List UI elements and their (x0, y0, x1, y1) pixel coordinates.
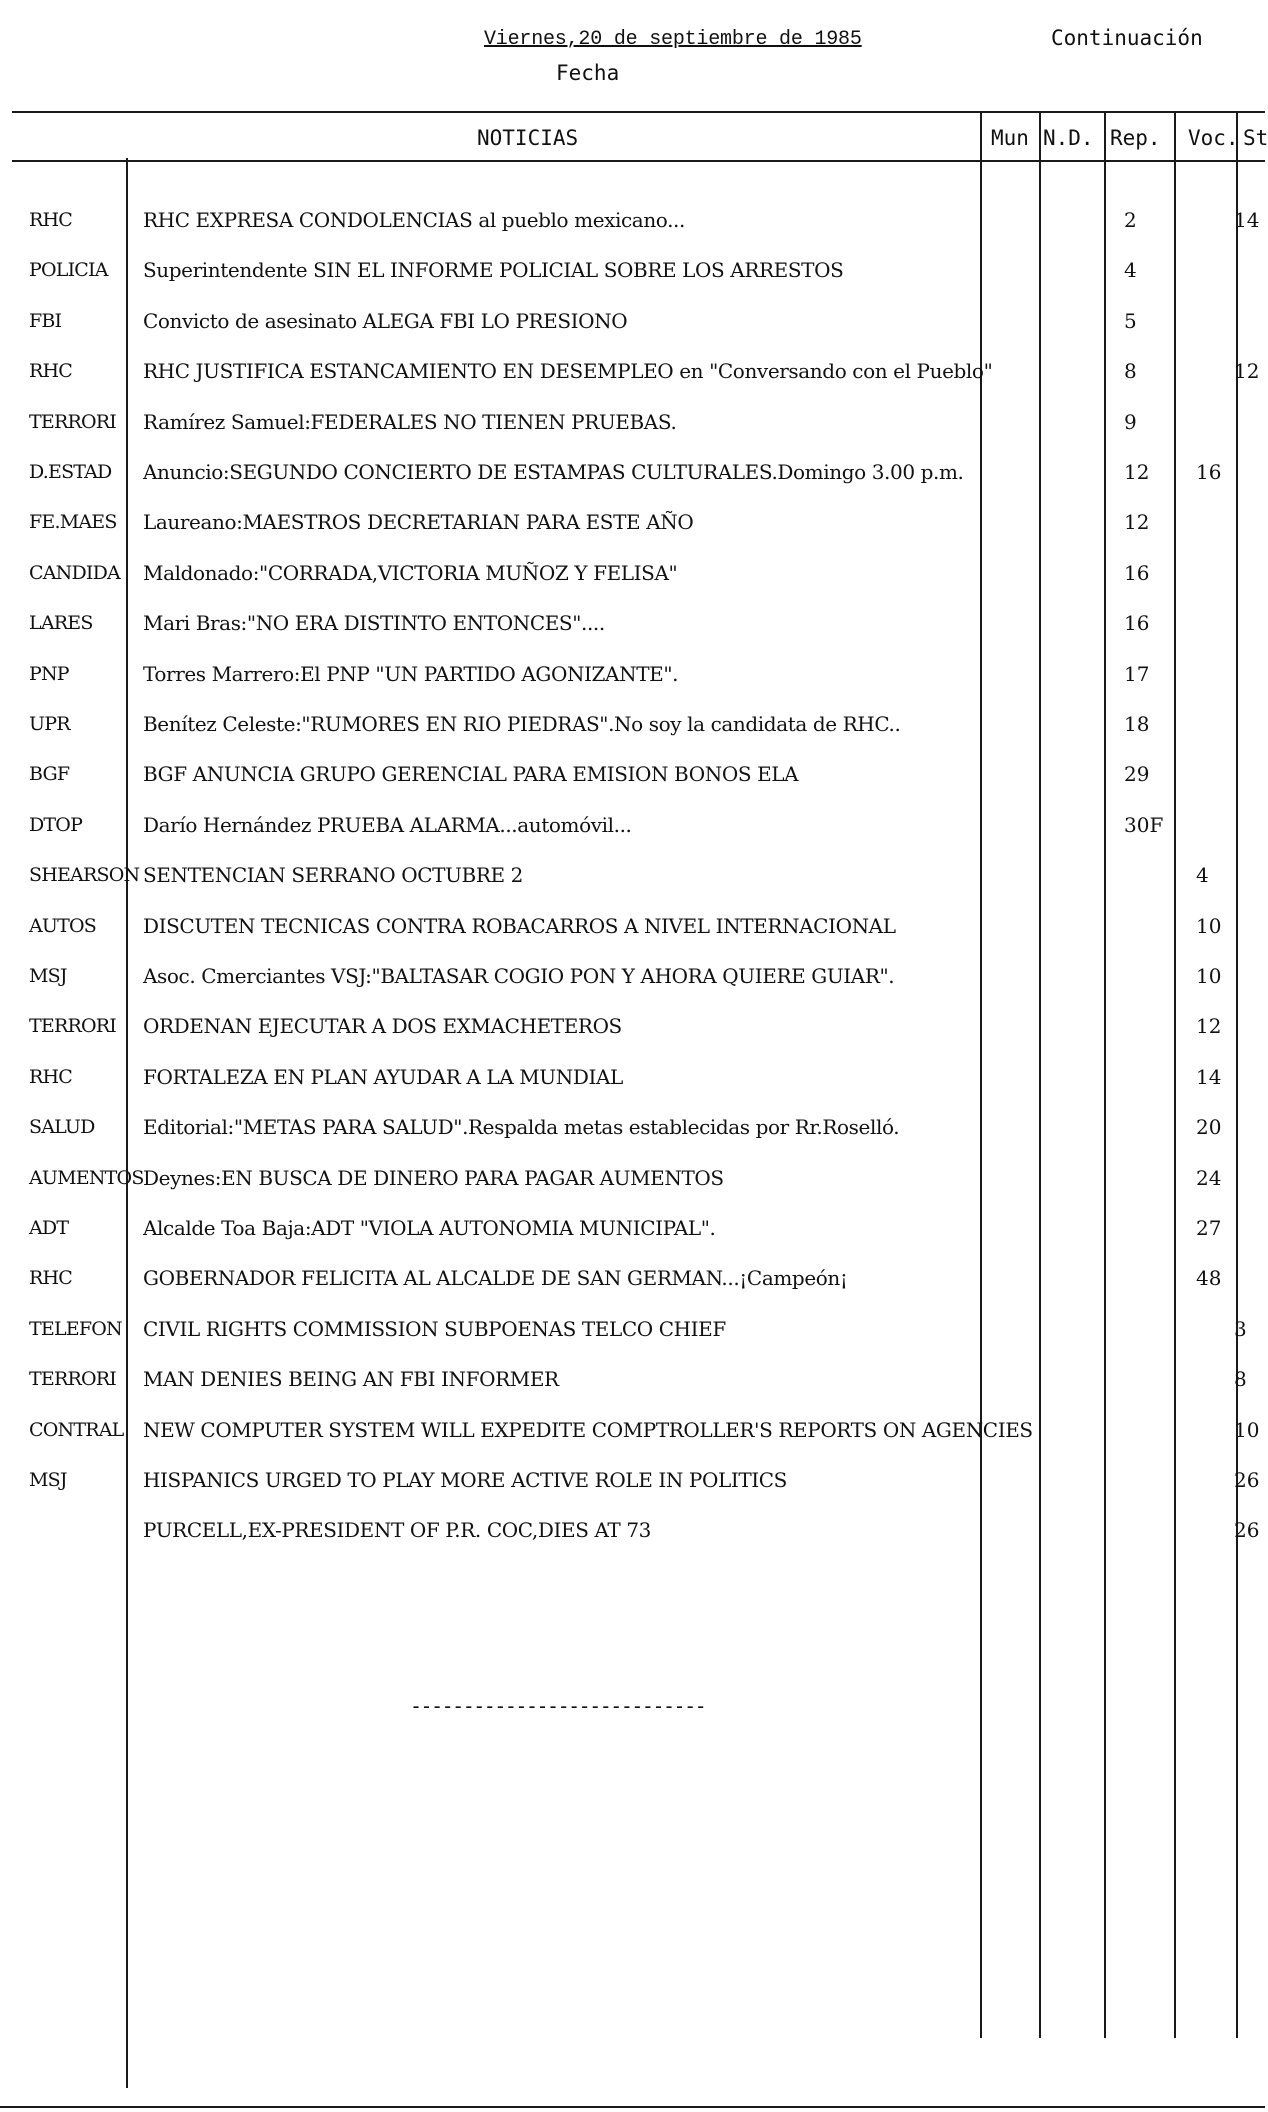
continuation-label: Continuación (1051, 26, 1203, 50)
news-row (0, 610, 1265, 660)
headline: Anuncio:SEGUNDO CONCIERTO DE ESTAMPAS CULTURALES.Domingo 3.00 p.m. (143, 460, 964, 484)
news-row (0, 1467, 1265, 1517)
rep-page: 8 (1124, 359, 1137, 384)
section-code: DTOP (29, 813, 83, 836)
headline: Deynes:EN BUSCA DE DINERO PARA PAGAR AUMENTOS (143, 1165, 724, 1190)
headline: Mari Bras:"NO ERA DISTINTO ENTONCES".... (143, 611, 605, 636)
rep-page: 16 (1124, 611, 1150, 636)
news-row (0, 257, 1265, 307)
headline: Alcalde Toa Baja:ADT "VIOLA AUTONOMIA MUNICIPAL". (143, 1216, 716, 1240)
section-code: SALUD (29, 1116, 95, 1139)
voc-page: 20 (1196, 1115, 1222, 1140)
news-row (0, 1366, 1265, 1416)
document-date: Viernes,20 de septiembre de 1985 (484, 28, 862, 51)
headline: RHC JUSTIFICA ESTANCAMIENTO EN DESEMPLEO en "Conversando con el Pueblo" (143, 359, 993, 384)
headline: NEW COMPUTER SYSTEM WILL EXPEDITE COMPTROLLER'S REPORTS ON AGENCIES (143, 1417, 1033, 1442)
section-code: TERRORI (29, 410, 116, 433)
section-code: FBI (29, 309, 62, 332)
news-row (0, 1013, 1265, 1063)
section-code: MSJ (29, 1469, 67, 1491)
news-row (0, 1316, 1265, 1366)
headline: Torres Marrero:El PNP "UN PARTIDO AGONIZANTE". (143, 661, 679, 686)
top-rule (12, 111, 1265, 113)
news-row (0, 1215, 1265, 1265)
news-row (0, 409, 1265, 459)
news-row (0, 761, 1265, 811)
headline: Superintendente SIN EL INFORME POLICIAL SOBRE LOS ARRESTOS (143, 258, 844, 283)
voc-page: 48 (1196, 1266, 1222, 1291)
headline: Darío Hernández PRUEBA ALARMA...automóvil... (143, 812, 632, 837)
news-row (0, 1114, 1265, 1164)
section-code: MSJ (29, 965, 67, 987)
news-row (0, 1417, 1265, 1467)
headline: BGF ANUNCIA GRUPO GERENCIAL PARA EMISION BONOS ELA (143, 762, 799, 787)
headline: Convicto de asesinato ALEGA FBI LO PRESIONO (143, 308, 628, 333)
rep-page: 5 (1124, 308, 1137, 333)
rep-page: 29 (1124, 762, 1150, 787)
section-code: LARES (29, 612, 93, 635)
rep-page: 2 (1124, 208, 1137, 232)
rep-page: 17 (1124, 661, 1150, 686)
headline: GOBERNADOR FELICITA AL ALCALDE DE SAN GERMAN...¡Campeón¡ (143, 1266, 848, 1291)
headline: CIVIL RIGHTS COMMISSION SUBPOENAS TELCO CHIEF (143, 1316, 726, 1341)
st-page: 12 (1234, 359, 1260, 384)
headline: Laureano:MAESTROS DECRETARIAN PARA ESTE AÑO (143, 510, 694, 535)
section-code: AUTOS (29, 914, 96, 937)
headline: PURCELL,EX-PRESIDENT OF P.R. COC,DIES AT 73 (143, 1518, 651, 1543)
section-code: SHEARSON (29, 864, 140, 887)
section-code: AUMENTOS (29, 1166, 144, 1189)
news-row (0, 862, 1265, 912)
column-header-nd: N.D. (1043, 126, 1094, 150)
column-header-st: St (1243, 126, 1268, 150)
headline: Ramírez Samuel:FEDERALES NO TIENEN PRUEBAS. (143, 409, 677, 434)
headline: Asoc. Cmerciantes VSJ:"BALTASAR COGIO PON Y AHORA QUIERE GUIAR". (143, 964, 895, 988)
rep-page: 4 (1124, 258, 1137, 283)
news-row (0, 812, 1265, 862)
news-row (0, 207, 1265, 257)
closing-rule: ---------------------------- (410, 1694, 706, 1718)
column-header-news: NOTICIAS (477, 126, 579, 150)
section-code: TERRORI (29, 1368, 116, 1391)
news-row (0, 509, 1265, 559)
section-code: POLICIA (29, 259, 108, 282)
header-rule (12, 160, 1265, 162)
news-row (0, 459, 1265, 509)
voc-page: 10 (1196, 964, 1222, 988)
headline: HISPANICS URGED TO PLAY MORE ACTIVE ROLE IN POLITICS (143, 1468, 787, 1492)
headline: Benítez Celeste:"RUMORES EN RIO PIEDRAS".No soy la candidata de RHC.. (143, 712, 901, 736)
section-code: ADT (29, 1217, 69, 1239)
voc-page: 4 (1196, 863, 1209, 888)
section-code: CONTRAL (29, 1418, 124, 1441)
section-code: FE.MAES (29, 511, 117, 534)
voc-page: 27 (1196, 1216, 1222, 1240)
headline: SENTENCIAN SERRANO OCTUBRE 2 (143, 863, 523, 888)
news-row (0, 358, 1265, 408)
section-code: UPR (29, 713, 70, 735)
news-row (0, 711, 1265, 761)
headline: DISCUTEN TECNICAS CONTRA ROBACARROS A NIVEL INTERNACIONAL (143, 913, 896, 938)
date-label: Fecha (556, 61, 620, 85)
rep-page: 12 (1124, 510, 1150, 535)
rep-page: 16 (1124, 560, 1150, 585)
headline: FORTALEZA EN PLAN AYUDAR A LA MUNDIAL (143, 1064, 623, 1089)
rep-page: 30F (1124, 812, 1164, 837)
section-code: RHC (29, 1267, 73, 1290)
rep-page: 12 (1124, 460, 1150, 484)
headline: RHC EXPRESA CONDOLENCIAS al pueblo mexicano... (143, 208, 685, 232)
column-header-rep: Rep. (1110, 126, 1161, 150)
section-code: RHC (29, 360, 73, 383)
section-code: D.ESTAD (29, 461, 112, 483)
column-header-voc: Voc. (1188, 126, 1239, 150)
news-row (0, 1064, 1265, 1114)
news-row (0, 913, 1265, 963)
st-page: 10 (1234, 1417, 1260, 1442)
section-code: TELEFON (29, 1317, 122, 1340)
news-row (0, 560, 1265, 610)
section-code: TERRORI (29, 1015, 116, 1038)
headline: Editorial:"METAS PARA SALUD".Respalda metas establecidas por Rr.Roselló. (143, 1115, 900, 1140)
headline: ORDENAN EJECUTAR A DOS EXMACHETEROS (143, 1014, 622, 1039)
news-row (0, 1265, 1265, 1315)
news-row (0, 661, 1265, 711)
st-page: 14 (1234, 208, 1260, 232)
rep-page: 18 (1124, 712, 1150, 736)
section-code: PNP (29, 662, 69, 685)
voc-page: 14 (1196, 1064, 1222, 1089)
st-page: 26 (1234, 1468, 1260, 1492)
st-page: 8 (1234, 1367, 1247, 1392)
news-row (0, 1165, 1265, 1215)
rep-page: 9 (1124, 409, 1137, 434)
st-page: 26 (1234, 1518, 1260, 1543)
st-page: 3 (1234, 1316, 1247, 1341)
news-row (0, 308, 1265, 358)
section-code: BGF (29, 763, 70, 786)
section-code: CANDIDA (29, 561, 120, 584)
column-header-mun: Mun (991, 126, 1029, 150)
headline: MAN DENIES BEING AN FBI INFORMER (143, 1367, 559, 1392)
bottom-rule (0, 2106, 1265, 2108)
section-code: RHC (29, 1065, 73, 1088)
news-row (0, 1517, 1265, 1567)
headline: Maldonado:"CORRADA,VICTORIA MUÑOZ Y FELISA" (143, 560, 678, 585)
voc-page: 12 (1196, 1014, 1222, 1039)
news-row (0, 963, 1265, 1013)
voc-page: 10 (1196, 913, 1222, 938)
voc-page: 24 (1196, 1165, 1222, 1190)
section-code: RHC (29, 209, 73, 231)
voc-page: 16 (1196, 460, 1222, 484)
